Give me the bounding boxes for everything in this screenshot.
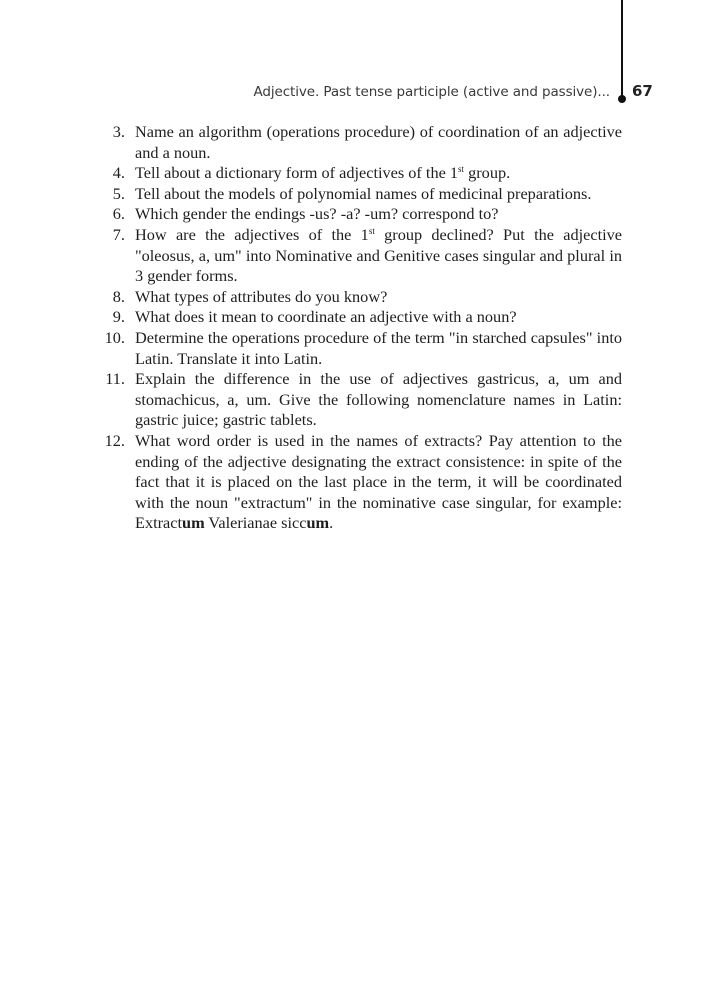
item-text: What does it mean to coordinate an adjective with a noun? <box>135 307 517 327</box>
running-title: Adjective. Past tense participle (active and passive)... <box>253 84 610 100</box>
item-text: Name an algorithm (operations procedure) of coordination of an adjective and a noun. <box>135 122 622 162</box>
item-number: 8. <box>112 286 125 306</box>
list-item <box>100 328 622 369</box>
item-text: Determine the operations procedure of the term "in starched capsules" into Latin. Translate it into Latin. <box>135 327 622 368</box>
example-ending-bold: um <box>306 513 330 533</box>
item-text: How are the adjectives of the 1 <box>135 224 369 244</box>
example-term: Extract <box>135 513 183 533</box>
margin-rule-dot <box>618 95 626 103</box>
margin-rule <box>621 0 623 98</box>
item-number: 9. <box>112 307 125 327</box>
item-text: Tell about a dictionary form of adjectives of the 1 <box>135 163 459 183</box>
example-period: . <box>329 513 334 533</box>
item-text: group declined? Put the adjective "oleosus, a, um" into Nominative and Genitive cases singular and plural in 3 gender forms. <box>135 224 623 286</box>
item-text: Tell about the models of polynomial names of medicinal preparations. <box>135 183 592 203</box>
ordinal-superscript: st <box>458 164 465 175</box>
item-number: 4. <box>112 163 125 183</box>
list-item <box>100 204 622 225</box>
list-item <box>100 369 622 431</box>
example-ending-bold: um <box>182 513 205 533</box>
list-item <box>100 287 622 308</box>
item-text: Which gender the endings -us? -a? -um? correspond to? <box>135 204 499 224</box>
list-item <box>100 307 622 328</box>
example-term: Valerianae sicc <box>204 513 307 533</box>
item-number: 10. <box>104 327 125 347</box>
page-number: 67 <box>632 82 653 100</box>
item-number: 6. <box>112 204 125 224</box>
ordinal-superscript: st <box>368 225 375 236</box>
item-text: What types of attributes do you know? <box>135 286 388 306</box>
item-text: group. <box>464 163 511 183</box>
item-number: 3. <box>112 122 125 141</box>
list-item <box>100 431 622 534</box>
item-text: Explain the difference in the use of adjectives gastricus, a, um and stomachicus, a, um. Give the following nomenclature names in Latin: gastric juice; gastric tablets. <box>135 369 622 430</box>
item-number: 5. <box>112 183 125 203</box>
question-list <box>100 122 622 534</box>
item-number: 7. <box>112 224 125 244</box>
item-number: 11. <box>105 369 125 389</box>
list-item <box>100 163 622 184</box>
list-item <box>100 184 622 205</box>
list-item <box>100 122 622 163</box>
item-number: 12. <box>104 430 125 450</box>
item-text: What word order is used in the names of extracts? Pay attention to the ending of the adjective designating the extract consistence: in spite of the fact that it is placed on the last place in the term, it will be coordinated with the noun "extractum" in the nominative case singular, for example: <box>135 430 622 512</box>
list-item <box>100 225 622 287</box>
